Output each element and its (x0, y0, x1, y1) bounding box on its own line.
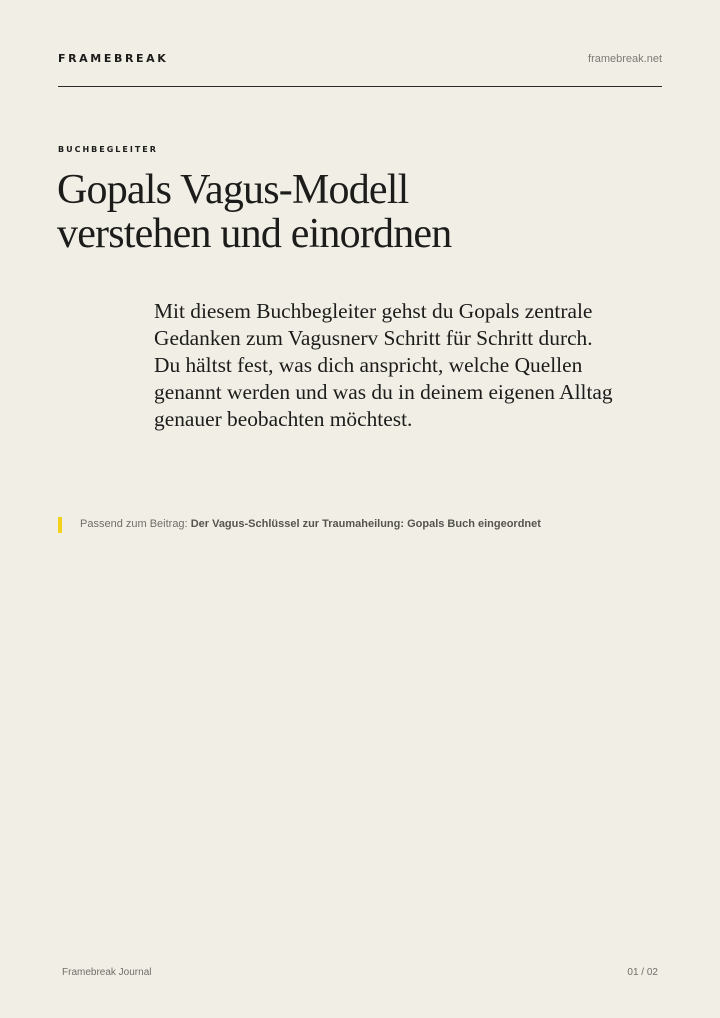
related-prefix: Passend zum Beitrag: (80, 518, 188, 530)
site-url-link[interactable]: framebreak.net (588, 53, 662, 65)
related-article-link[interactable]: Der Vagus-Schlüssel zur Traumaheilung: Gopals Buch eingeordnet (190, 518, 541, 530)
accent-bar (58, 517, 62, 533)
intro-paragraph: Mit diesem Buchbegleiter gehst du Gopals zentrale Gedanken zum Vagusnerv Schritt für Schritt durch. Du hältst fest, was dich anspricht, welche Quellen genannt werden und was du in deinem eigenen Alltag genauer beobachten möchtest. (154, 299, 613, 431)
related-text (80, 518, 541, 530)
page-title (57, 168, 657, 256)
footer-journal-name: Framebreak Journal (62, 967, 152, 978)
brand-logo[interactable]: FRAMEBREAK (58, 52, 169, 65)
title-line-2: verstehen und einordnen (57, 211, 452, 257)
page-header (58, 50, 662, 87)
section-eyebrow: BUCHBEGLEITER (58, 145, 158, 154)
title-line-1: Gopals Vagus-Modell (57, 167, 409, 213)
page-number: 01 / 02 (627, 967, 658, 978)
